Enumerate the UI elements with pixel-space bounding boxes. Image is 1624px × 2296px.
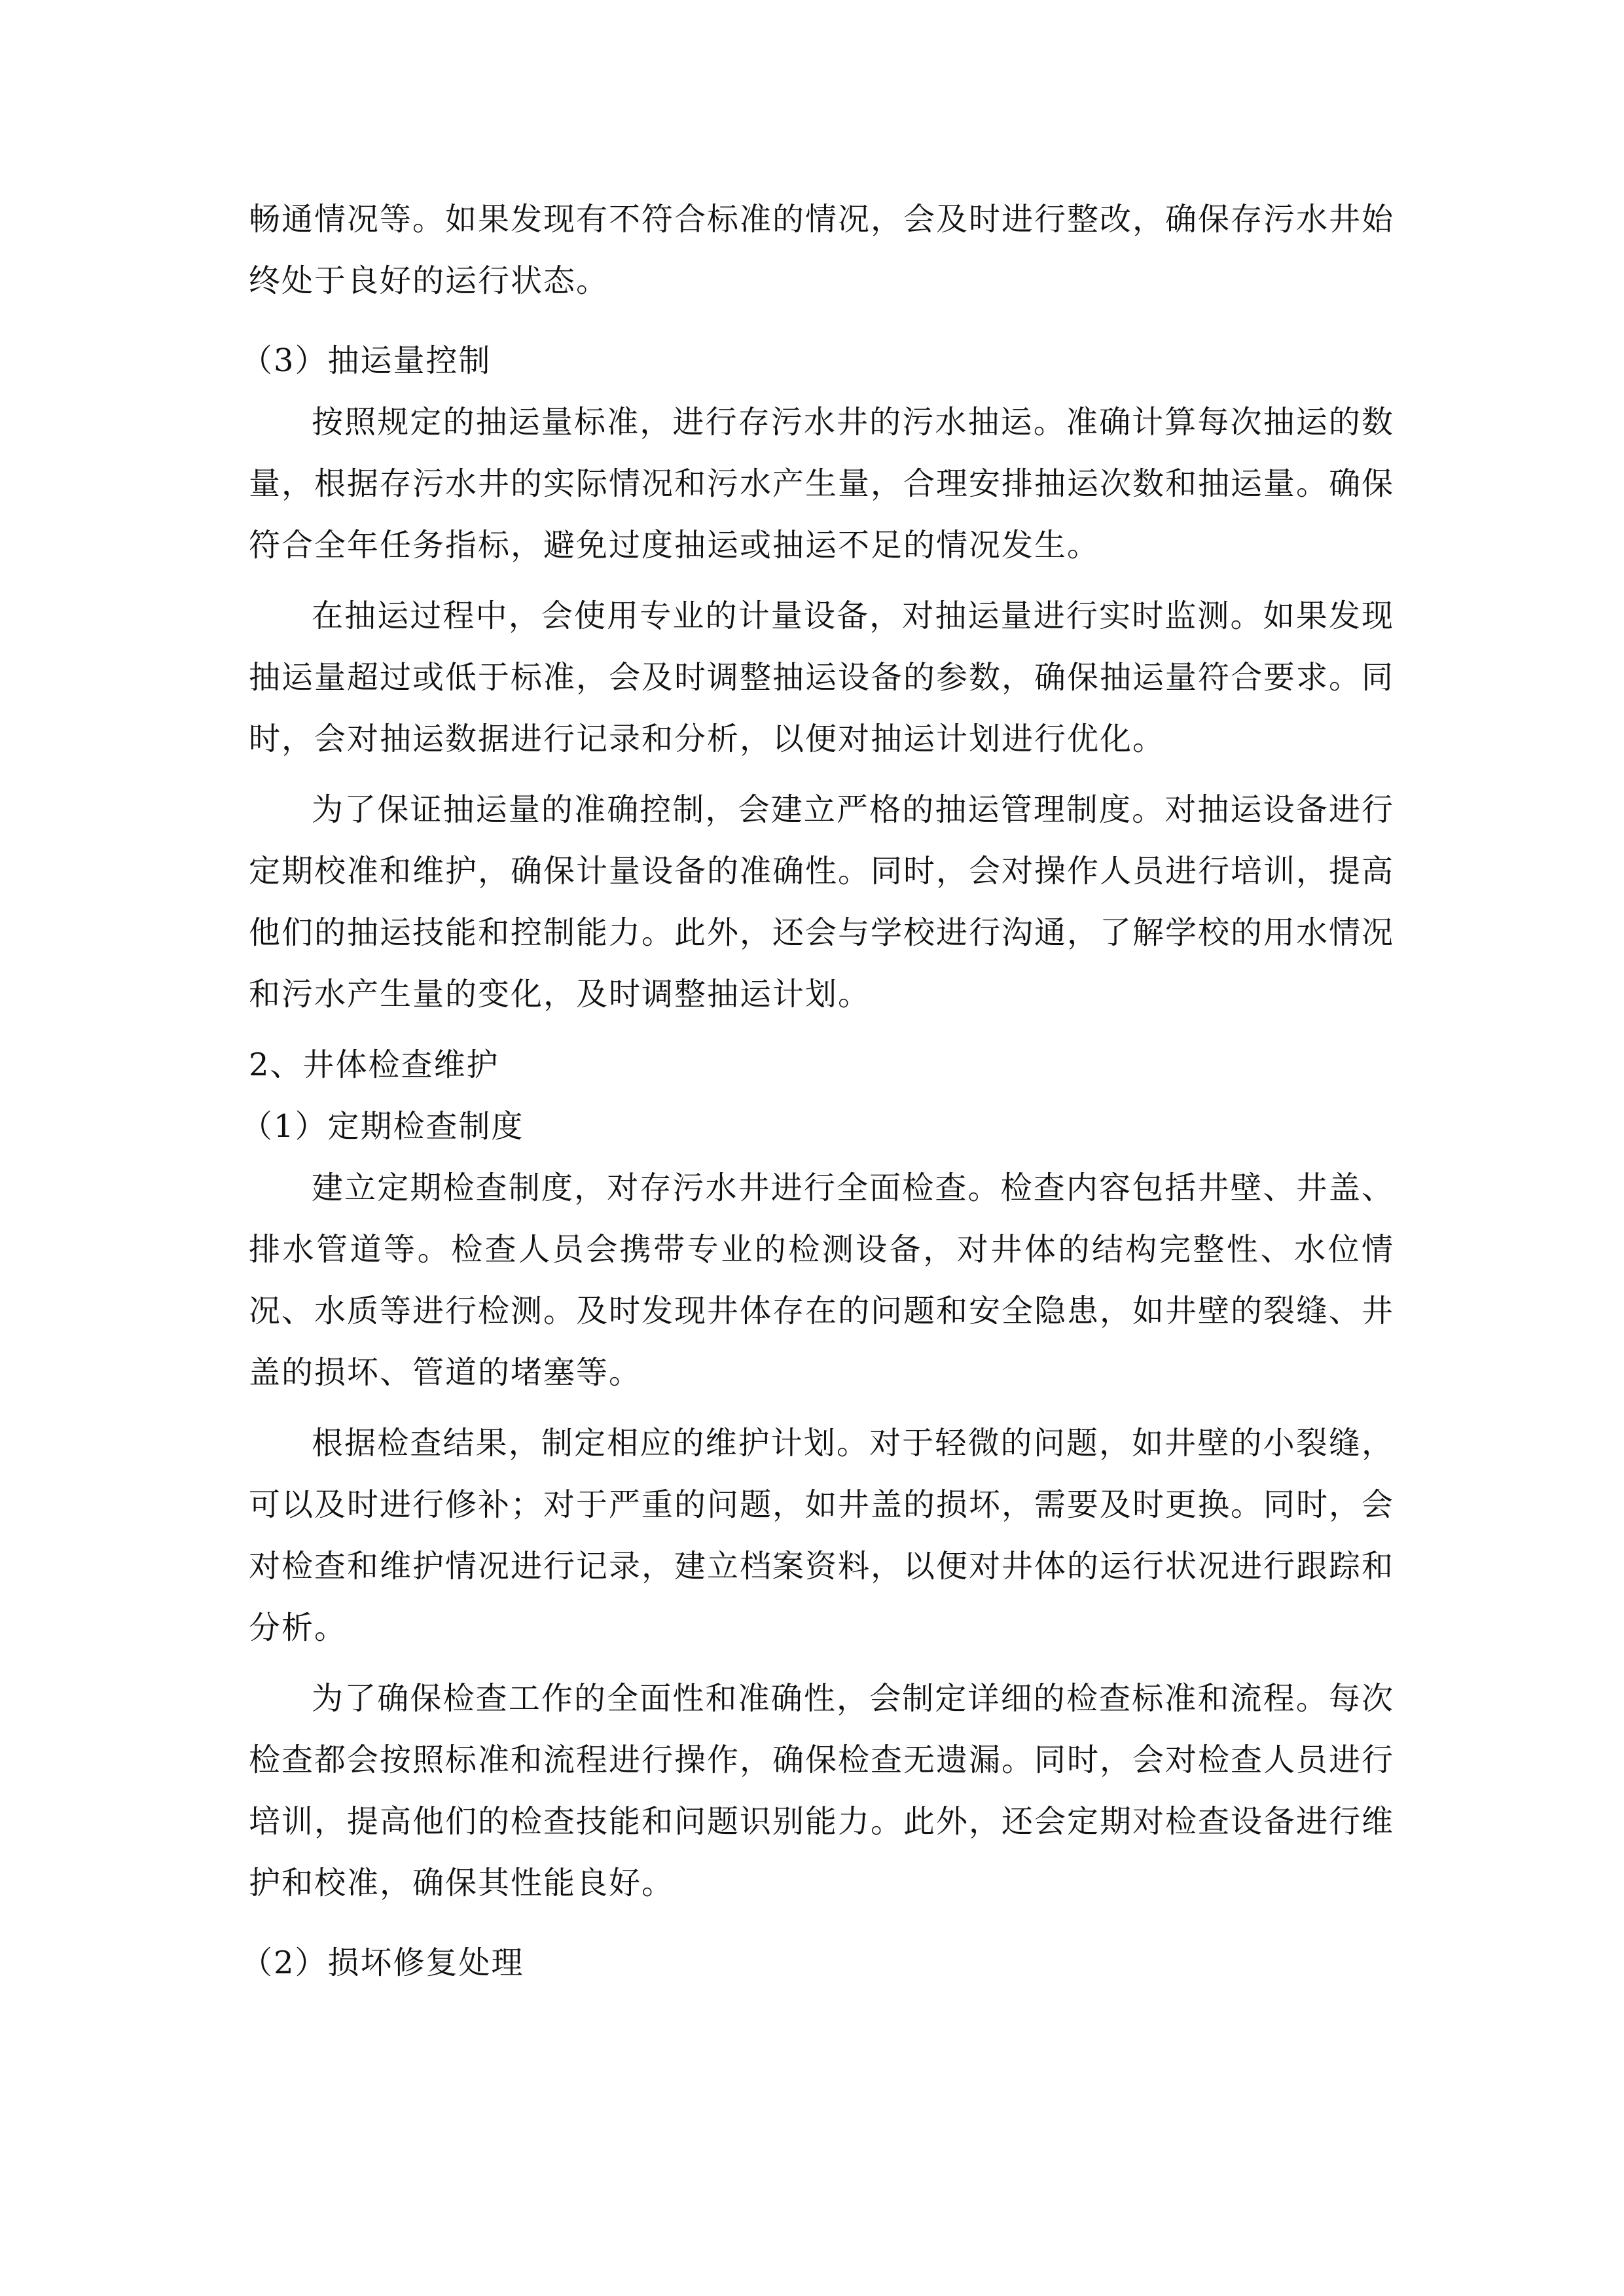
subsection-2-heading: （2）损坏修复处理 — [241, 1945, 524, 1981]
subsection-1-heading: （1）定期检查制度 — [241, 1108, 524, 1145]
continuation-paragraph: 畅通情况等。如果发现有不符合标准的情况，会及时进行整改，确保存污水井始终处于良好的运行状态。 — [249, 201, 1395, 299]
subsection-1-paragraph-2: 根据检查结果，制定相应的维护计划。对于轻微的问题，如井壁的小裂缝，可以及时进行修补；对于严重的问题，如井盖的损坏，需要及时更换。同时，会对检查和维护情况进行记录，建立档案资料，以便对井体的运行状况进行跟踪和分析。 — [249, 1425, 1395, 1646]
subsection-1-paragraph-1: 建立定期检查制度，对存污水井进行全面检查。检查内容包括井壁、井盖、排水管道等。检查人员会携带专业的检测设备，对井体的结构完整性、水位情况、水质等进行检测。及时发现井体存在的问题和安全隐患，如井壁的裂缝、井盖的损坏、管道的堵塞等。 — [249, 1170, 1395, 1391]
section-3-paragraph-1: 按照规定的抽运量标准，进行存污水井的污水抽运。准确计算每次抽运的数量，根据存污水井的实际情况和污水产生量，合理安排抽运次数和抽运量。确保符合全年任务指标，避免过度抽运或抽运不足的情况发生。 — [249, 404, 1395, 564]
section-3-paragraph-3: 为了保证抽运量的准确控制，会建立严格的抽运管理制度。对抽运设备进行定期校准和维护，确保计量设备的准确性。同时，会对操作人员进行培训，提高他们的抽运技能和控制能力。此外，还会与学校进行沟通，了解学校的用水情况和污水产生量的变化，及时调整抽运计划。 — [249, 791, 1395, 1013]
document-body — [241, 188, 1395, 1994]
section-3-paragraph-2: 在抽运过程中，会使用专业的计量设备，对抽运量进行实时监测。如果发现抽运量超过或低于标准，会及时调整抽运设备的参数，确保抽运量符合要求。同时，会对抽运数据进行记录和分析，以便对抽运计划进行优化。 — [249, 598, 1395, 757]
subsection-1-paragraph-3: 为了确保检查工作的全面性和准确性，会制定详细的检查标准和流程。每次检查都会按照标准和流程进行操作，确保检查无遗漏。同时，会对检查人员进行培训，提高他们的检查技能和问题识别能力。此外，还会定期对检查设备进行维护和校准，确保其性能良好。 — [249, 1680, 1395, 1901]
section-2-heading: 2、井体检查维护 — [249, 1047, 499, 1083]
section-3-heading: （3）抽运量控制 — [241, 342, 492, 379]
